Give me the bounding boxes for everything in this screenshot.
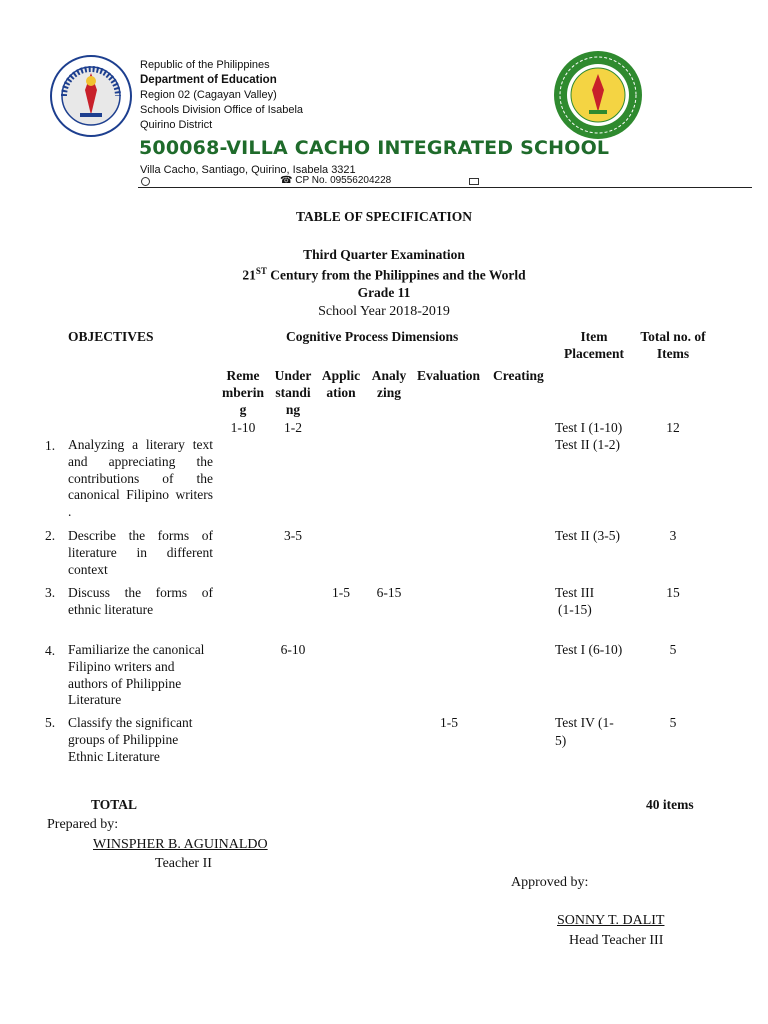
understanding-header: Under standi ng (274, 368, 312, 417)
total-cell: 15 (666, 585, 680, 600)
row-number: 1. (45, 438, 56, 453)
evaluating-header: Evaluation (417, 368, 481, 383)
creating-header: Creating (493, 368, 544, 383)
objective-text: Discuss the forms of ethnic literature (68, 585, 213, 617)
approved-by-title: Head Teacher III (569, 933, 664, 948)
deped-seal-logo (50, 55, 132, 137)
placement-cell: Test I (1-10) (555, 420, 623, 435)
understanding-cell: 1-2 (284, 420, 302, 435)
division-seal-logo (553, 50, 643, 140)
cognitive-dimensions-header: Cognitive Process Dimensions (286, 329, 459, 344)
total-cell: 5 (669, 715, 677, 730)
exam-title: Third Quarter Examination (303, 247, 465, 262)
prepared-by-name: WINSPHER B. AGUINALDO (93, 837, 268, 852)
approved-by-label: Approved by: (511, 875, 589, 890)
objective-text: Classify the significant groups of Philippine Ethnic Literature (68, 715, 193, 764)
school-name: 500068-VILLA CACHO INTEGRATED SCHOOL (139, 137, 610, 159)
facebook-icon (141, 177, 150, 186)
placement-cell: (1-15) (558, 602, 592, 617)
district-line: Quirino District (140, 119, 213, 131)
applying-cell: 1-5 (332, 585, 350, 600)
prepared-by-label: Prepared by: (47, 817, 119, 832)
placement-cell: 5) (555, 733, 567, 748)
total-value: 40 items (646, 797, 694, 812)
objectives-header: OBJECTIVES (68, 329, 154, 344)
understanding-cell: 3-5 (284, 528, 302, 543)
school-address: Villa Cacho, Santiago, Quirino, Isabela 3321 (140, 164, 356, 176)
placement-cell: Test II (3-5) (555, 528, 621, 543)
total-items-header: Total no. of Items (640, 329, 706, 361)
analyzing-cell: 6-15 (376, 585, 402, 600)
total-cell: 12 (666, 420, 680, 435)
objective-text: Describe the forms of literature in different context (68, 528, 213, 577)
analyzing-header: Analy zing (371, 368, 407, 400)
prepared-by-title: Teacher II (155, 856, 212, 871)
remembering-cell: 1-10 (230, 420, 256, 435)
row-number: 2. (45, 528, 56, 543)
objective-text: Familiarize the canonical Filipino writers and authors of Philippine Literature (68, 642, 205, 708)
objective-text: Analyzing a literary text and appreciating the contributions of the canonical Filipino writers . (68, 437, 213, 520)
division-line: Schools Division Office of Isabela (140, 104, 304, 116)
placement-cell: Test III (555, 585, 595, 600)
row-number: 5. (45, 715, 56, 730)
evaluating-cell: 1-5 (440, 715, 458, 730)
approved-by-name: SONNY T. DALIT (557, 913, 665, 928)
row-number: 3. (45, 585, 56, 600)
region-line: Region 02 (Cagayan Valley) (140, 89, 277, 101)
remembering-header: Reme mberin g (222, 368, 264, 417)
placement-cell: Test I (6-10) (555, 642, 623, 657)
school-year: School Year 2018-2019 (318, 304, 450, 319)
placement-cell: Test II (1-2) (555, 437, 621, 452)
republic-line: Republic of the Philippines (140, 59, 270, 71)
course-title: 21ST Century from the Philippines and the World (242, 266, 526, 283)
row-number: 4. (45, 643, 56, 658)
total-cell: 3 (669, 528, 677, 543)
placement-cell: Test IV (1- (555, 715, 614, 730)
document-title: TABLE OF SPECIFICATION (295, 209, 473, 224)
department-line: Department of Education (140, 74, 277, 86)
applying-header: Applic ation (321, 368, 361, 400)
understanding-cell: 6-10 (280, 642, 306, 657)
total-cell: 5 (669, 642, 677, 657)
total-label: TOTAL (91, 797, 138, 812)
phone-number: ☎ CP No. 09556204228 (280, 175, 392, 186)
grade-level: Grade 11 (357, 285, 411, 300)
email-icon (469, 178, 479, 185)
item-placement-header: Item Placement (564, 329, 624, 361)
header-divider (138, 187, 752, 188)
